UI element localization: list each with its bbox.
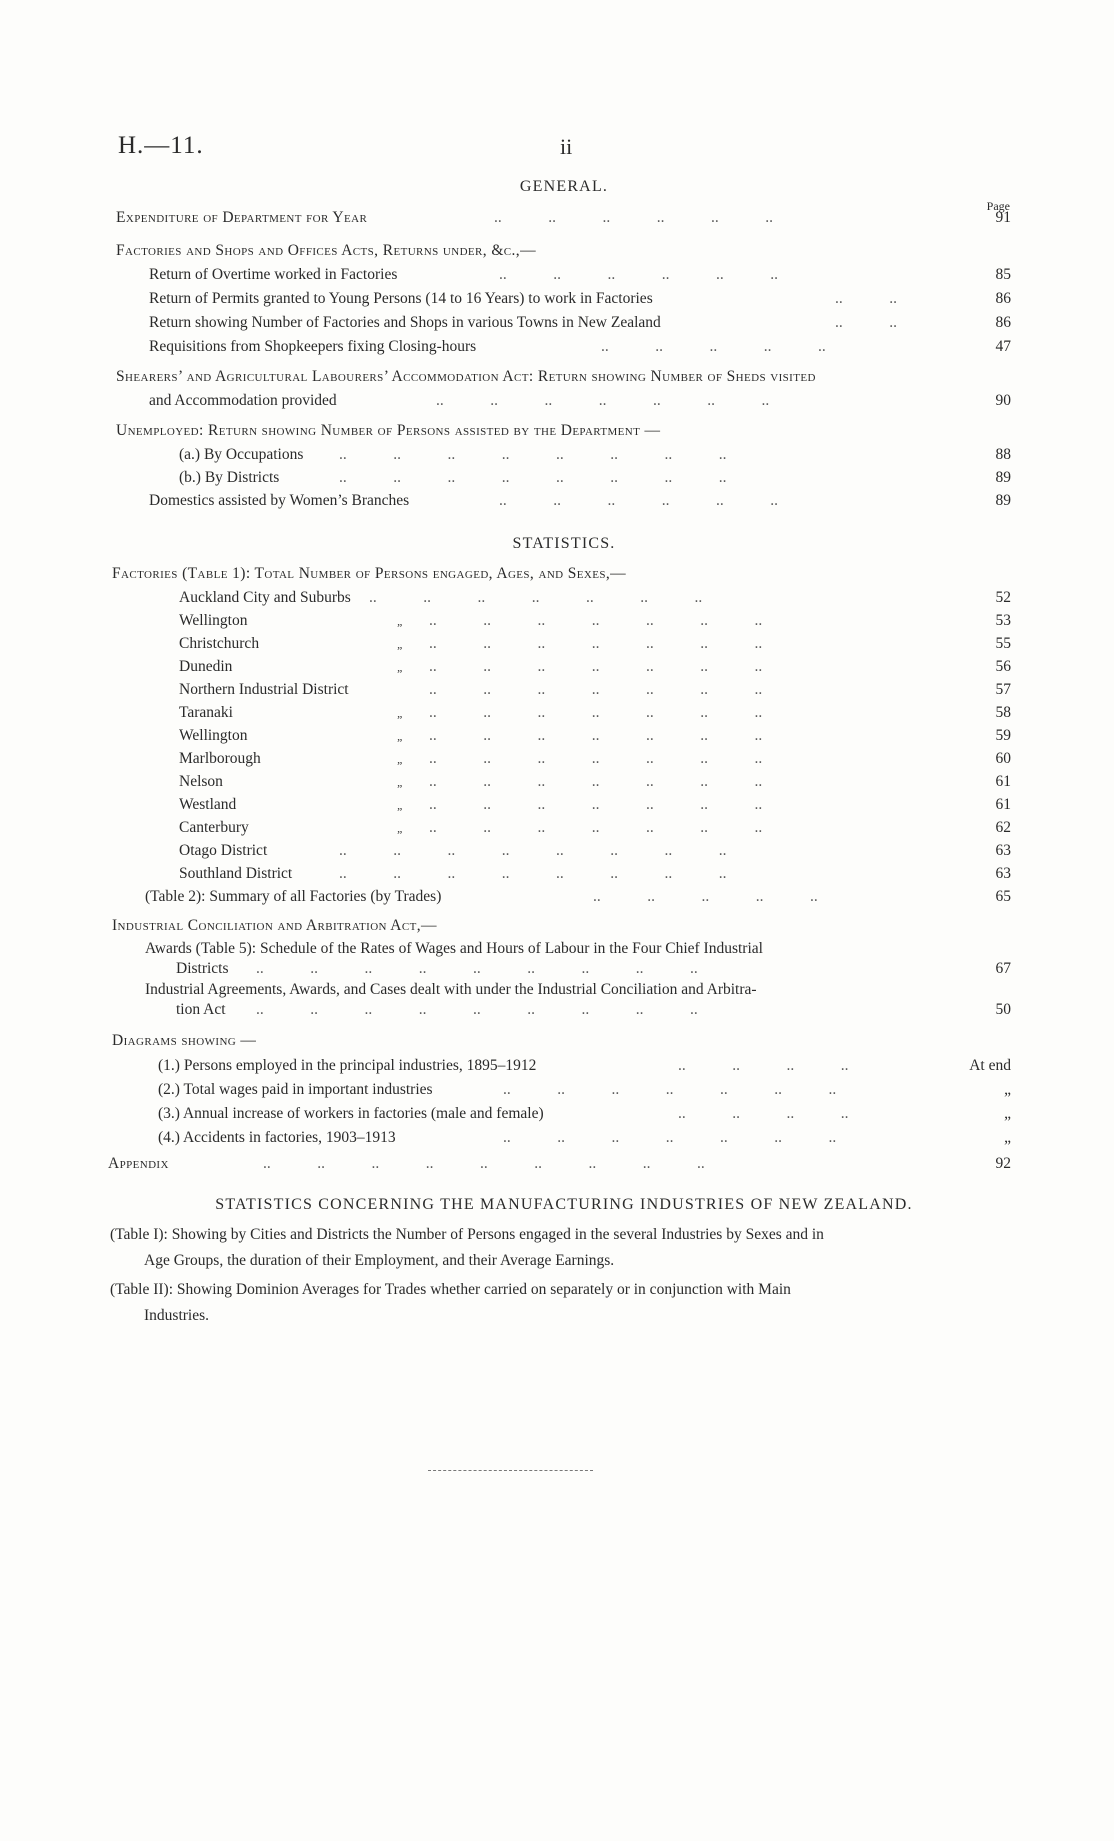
domestics-entry bbox=[149, 490, 1011, 512]
permits-entry bbox=[149, 288, 1011, 310]
district-page: 58 bbox=[995, 704, 1011, 721]
leader-dots: .. .. .. .. .. .. .. bbox=[503, 1129, 837, 1146]
leader-dots: .. .. .. .. .. .. .. .. .. bbox=[256, 1001, 698, 1018]
footer-rule bbox=[428, 1470, 593, 1471]
overtime-entry bbox=[149, 264, 1011, 286]
shearers-entry bbox=[116, 366, 1011, 388]
factories-shops-entry bbox=[149, 312, 1011, 334]
district-label: Wellington bbox=[179, 612, 248, 629]
occupations-entry bbox=[179, 444, 1011, 466]
entry-label: Appendix bbox=[108, 1155, 169, 1172]
district-entry-marlborough bbox=[179, 748, 1011, 770]
ditto-mark: „ bbox=[397, 614, 404, 628]
ditto-mark: „ bbox=[397, 637, 404, 651]
leader-dots: .. .. .. .. .. bbox=[593, 888, 818, 905]
district-label: Westland bbox=[179, 796, 237, 813]
district-entry-wellington bbox=[179, 725, 1011, 747]
district-label: Taranaki bbox=[179, 704, 233, 721]
entry-label: Industrial Agreements, Awards, and Cases dealt with under the Industrial Conciliation and Arbitra- bbox=[145, 981, 757, 998]
district-page: 55 bbox=[995, 635, 1011, 652]
factories-table1-heading bbox=[112, 563, 1011, 585]
entry-label: (4.) Accidents in factories, 1903–1913 bbox=[158, 1129, 396, 1146]
leader-dots: .. .. .. .. .. .. bbox=[494, 209, 773, 226]
factories-acts-heading bbox=[116, 240, 1011, 262]
district-page: 59 bbox=[995, 727, 1011, 744]
paragraph-line: (Table I): Showing by Cities and Districts the Number of Persons engaged in the several Industries by Sexes and in bbox=[110, 1226, 824, 1243]
entry-label: Districts bbox=[176, 960, 229, 977]
district-label: Christchurch bbox=[179, 635, 260, 652]
district-label: Otago District bbox=[179, 842, 268, 859]
district-label: Wellington bbox=[179, 727, 248, 744]
table-i-description bbox=[110, 1222, 1010, 1274]
district-label: Dunedin bbox=[179, 658, 233, 675]
district-entry-otago bbox=[179, 840, 1011, 862]
entry-page: 47 bbox=[995, 338, 1011, 355]
diagram-entry-4 bbox=[158, 1127, 1011, 1149]
entry-label: tion Act bbox=[176, 1001, 226, 1018]
district-entry-christchurch bbox=[179, 633, 1011, 655]
ditto-mark: „ bbox=[397, 706, 404, 720]
leader-dots: .. .. .. .. .. .. .. bbox=[436, 392, 770, 409]
entry-label: (b.) By Districts bbox=[179, 469, 280, 486]
entry-label: (1.) Persons employed in the principal industries, 1895–1912 bbox=[158, 1057, 537, 1074]
entry-label: Diagrams showing — bbox=[112, 1032, 257, 1049]
district-entry-northern bbox=[179, 679, 1011, 701]
paragraph-line: Industries. bbox=[144, 1307, 210, 1324]
entry-page: 65 bbox=[995, 888, 1011, 905]
entry-label: (3.) Annual increase of workers in factories (male and female) bbox=[158, 1105, 544, 1122]
district-entry-dunedin bbox=[179, 656, 1011, 678]
entry-page: 86 bbox=[995, 290, 1011, 307]
leader-dots: .. .. .. .. .. .. .. bbox=[429, 796, 763, 813]
industrial-act-heading bbox=[112, 915, 1011, 937]
leader-dots: .. .. .. .. .. .. .. bbox=[429, 727, 763, 744]
entry-page: 67 bbox=[995, 960, 1011, 977]
page-number: ii bbox=[560, 134, 573, 159]
district-label: Southland District bbox=[179, 865, 293, 882]
entry-label: Return of Permits granted to Young Persons (14 to 16 Years) to work in Factories bbox=[149, 290, 653, 307]
leader-dots: .. .. .. .. .. .. .. bbox=[429, 819, 763, 836]
ditto-mark: „ bbox=[397, 660, 404, 674]
district-page: 56 bbox=[995, 658, 1011, 675]
ditto-mark: „ bbox=[397, 798, 404, 812]
leader-dots: .. .. .. .. .. bbox=[601, 338, 826, 355]
awards-entry-continued bbox=[176, 958, 1011, 980]
leader-dots: .. .. .. .. .. .. .. bbox=[429, 750, 763, 767]
ditto-mark: „ bbox=[397, 729, 404, 743]
entry-page: „ bbox=[1004, 1081, 1011, 1098]
entry-page: At end bbox=[969, 1057, 1011, 1074]
district-page: 61 bbox=[995, 773, 1011, 790]
district-page: 61 bbox=[995, 796, 1011, 813]
ditto-mark: „ bbox=[397, 775, 404, 789]
paragraph-line: Age Groups, the duration of their Employment, and their Average Earnings. bbox=[144, 1252, 615, 1269]
closing-hours-entry bbox=[149, 336, 1011, 358]
district-page: 62 bbox=[995, 819, 1011, 836]
unemployed-heading bbox=[116, 420, 1011, 442]
leader-dots: .. .. .. .. .. .. .. bbox=[369, 589, 703, 606]
ditto-mark: „ bbox=[397, 821, 404, 835]
general-heading: GENERAL. bbox=[519, 178, 609, 195]
district-page: 57 bbox=[995, 681, 1011, 698]
diagram-entry-3 bbox=[158, 1103, 1011, 1125]
leader-dots: .. .. .. .. .. .. .. bbox=[429, 658, 763, 675]
entry-label: Shearers’ and Agricultural Labourers’ Accommodation Act: Return showing Number of Sheds visited bbox=[116, 368, 816, 385]
leader-dots: .. .. .. .. bbox=[678, 1105, 849, 1122]
district-entry-southland bbox=[179, 863, 1011, 885]
leader-dots: .. .. .. .. .. .. .. bbox=[503, 1081, 837, 1098]
entry-label: (Table 2): Summary of all Factories (by Trades) bbox=[145, 888, 442, 905]
manufacturing-heading: STATISTICS CONCERNING THE MANUFACTURING INDUSTRIES OF NEW ZEALAND. bbox=[215, 1196, 913, 1213]
district-page: 53 bbox=[995, 612, 1011, 629]
entry-label: Industrial Conciliation and Arbitration Act,— bbox=[112, 917, 437, 934]
district-label: Marlborough bbox=[179, 750, 261, 767]
district-entry-wellington-city bbox=[179, 610, 1011, 632]
entry-page: 91 bbox=[995, 209, 1011, 226]
entry-label: Expenditure of Department for Year bbox=[116, 209, 368, 226]
district-page: 63 bbox=[995, 842, 1011, 859]
leader-dots: .. .. .. .. .. .. .. .. .. bbox=[256, 960, 698, 977]
district-page: 52 bbox=[995, 589, 1011, 606]
entry-page: 86 bbox=[995, 314, 1011, 331]
leader-dots: .. .. .. .. bbox=[678, 1057, 849, 1074]
agreements-entry-continued bbox=[176, 999, 1011, 1021]
entry-page: 89 bbox=[995, 492, 1011, 509]
leader-dots: .. .. .. .. .. .. .. .. .. bbox=[263, 1155, 705, 1172]
entry-page: 92 bbox=[995, 1155, 1011, 1172]
leader-dots: .. .. .. .. .. .. .. .. bbox=[339, 469, 727, 486]
entry-page: 85 bbox=[995, 266, 1011, 283]
district-page: 60 bbox=[995, 750, 1011, 767]
entry-label: and Accommodation provided bbox=[149, 392, 337, 409]
leader-dots: .. .. bbox=[835, 290, 897, 307]
entry-page: 90 bbox=[995, 392, 1011, 409]
leader-dots: .. .. .. .. .. .. .. bbox=[429, 681, 763, 698]
ditto-mark: „ bbox=[397, 752, 404, 766]
agreements-entry bbox=[145, 979, 1011, 1001]
document-reference: H.—11. bbox=[118, 132, 204, 159]
entry-label: Unemployed: Return showing Number of Persons assisted by the Department — bbox=[116, 422, 661, 439]
district-label: Canterbury bbox=[179, 819, 249, 836]
leader-dots: .. .. .. .. .. .. .. bbox=[429, 773, 763, 790]
leader-dots: .. .. .. .. .. .. .. bbox=[429, 704, 763, 721]
entry-page: 89 bbox=[995, 469, 1011, 486]
district-entry-canterbury bbox=[179, 817, 1011, 839]
diagram-entry-1 bbox=[158, 1055, 1011, 1077]
entry-label: Factories and Shops and Offices Acts, Returns under, &c.,— bbox=[116, 242, 536, 259]
entry-label: Awards (Table 5): Schedule of the Rates of Wages and Hours of Labour in the Four Chief Industrial bbox=[145, 940, 763, 957]
diagrams-heading bbox=[112, 1030, 1011, 1052]
leader-dots: .. .. .. .. .. .. bbox=[499, 266, 778, 283]
district-entry-auckland bbox=[179, 587, 1011, 609]
expenditure-entry bbox=[116, 207, 1011, 229]
district-label: Auckland City and Suburbs bbox=[179, 589, 351, 606]
entry-label: Return of Overtime worked in Factories bbox=[149, 266, 398, 283]
district-entry-westland bbox=[179, 794, 1011, 816]
district-page: 63 bbox=[995, 865, 1011, 882]
entry-label: (a.) By Occupations bbox=[179, 446, 304, 463]
entry-page: „ bbox=[1004, 1105, 1011, 1122]
entry-label: Return showing Number of Factories and Shops in various Towns in New Zealand bbox=[149, 314, 661, 331]
entry-page: 50 bbox=[995, 1001, 1011, 1018]
leader-dots: .. .. .. .. .. .. bbox=[499, 492, 778, 509]
entry-label: Domestics assisted by Women’s Branches bbox=[149, 492, 410, 509]
entry-label: (2.) Total wages paid in important industries bbox=[158, 1081, 433, 1098]
district-label: Northern Industrial District bbox=[179, 681, 349, 698]
district-entry-nelson bbox=[179, 771, 1011, 793]
diagram-entry-2 bbox=[158, 1079, 1011, 1101]
leader-dots: .. .. .. .. .. .. .. .. bbox=[339, 842, 727, 859]
leader-dots: .. .. bbox=[835, 314, 897, 331]
shearers-entry-continued bbox=[149, 390, 1011, 412]
entry-page: 88 bbox=[995, 446, 1011, 463]
appendix-entry bbox=[108, 1153, 1011, 1175]
statistics-heading: STATISTICS. bbox=[512, 535, 616, 552]
leader-dots: .. .. .. .. .. .. .. .. bbox=[339, 446, 727, 463]
leader-dots: .. .. .. .. .. .. .. bbox=[429, 635, 763, 652]
leader-dots: .. .. .. .. .. .. .. .. bbox=[339, 865, 727, 882]
entry-label: Factories (Table 1): Total Number of Persons engaged, Ages, and Sexes,— bbox=[112, 565, 627, 582]
district-label: Nelson bbox=[179, 773, 223, 790]
entry-label: Requisitions from Shopkeepers fixing Closing-hours bbox=[149, 338, 477, 355]
paragraph-line: (Table II): Showing Dominion Averages for Trades whether carried on separately or in conjunction with Main bbox=[110, 1281, 791, 1298]
table-ii-description bbox=[110, 1277, 1010, 1329]
page-column-label: Page bbox=[986, 199, 1010, 213]
district-entry-taranaki bbox=[179, 702, 1011, 724]
leader-dots: .. .. .. .. .. .. .. bbox=[429, 612, 763, 629]
table2-entry bbox=[145, 886, 1011, 908]
districts-entry bbox=[179, 467, 1011, 489]
entry-page: „ bbox=[1004, 1129, 1011, 1146]
awards-entry bbox=[145, 938, 1011, 960]
